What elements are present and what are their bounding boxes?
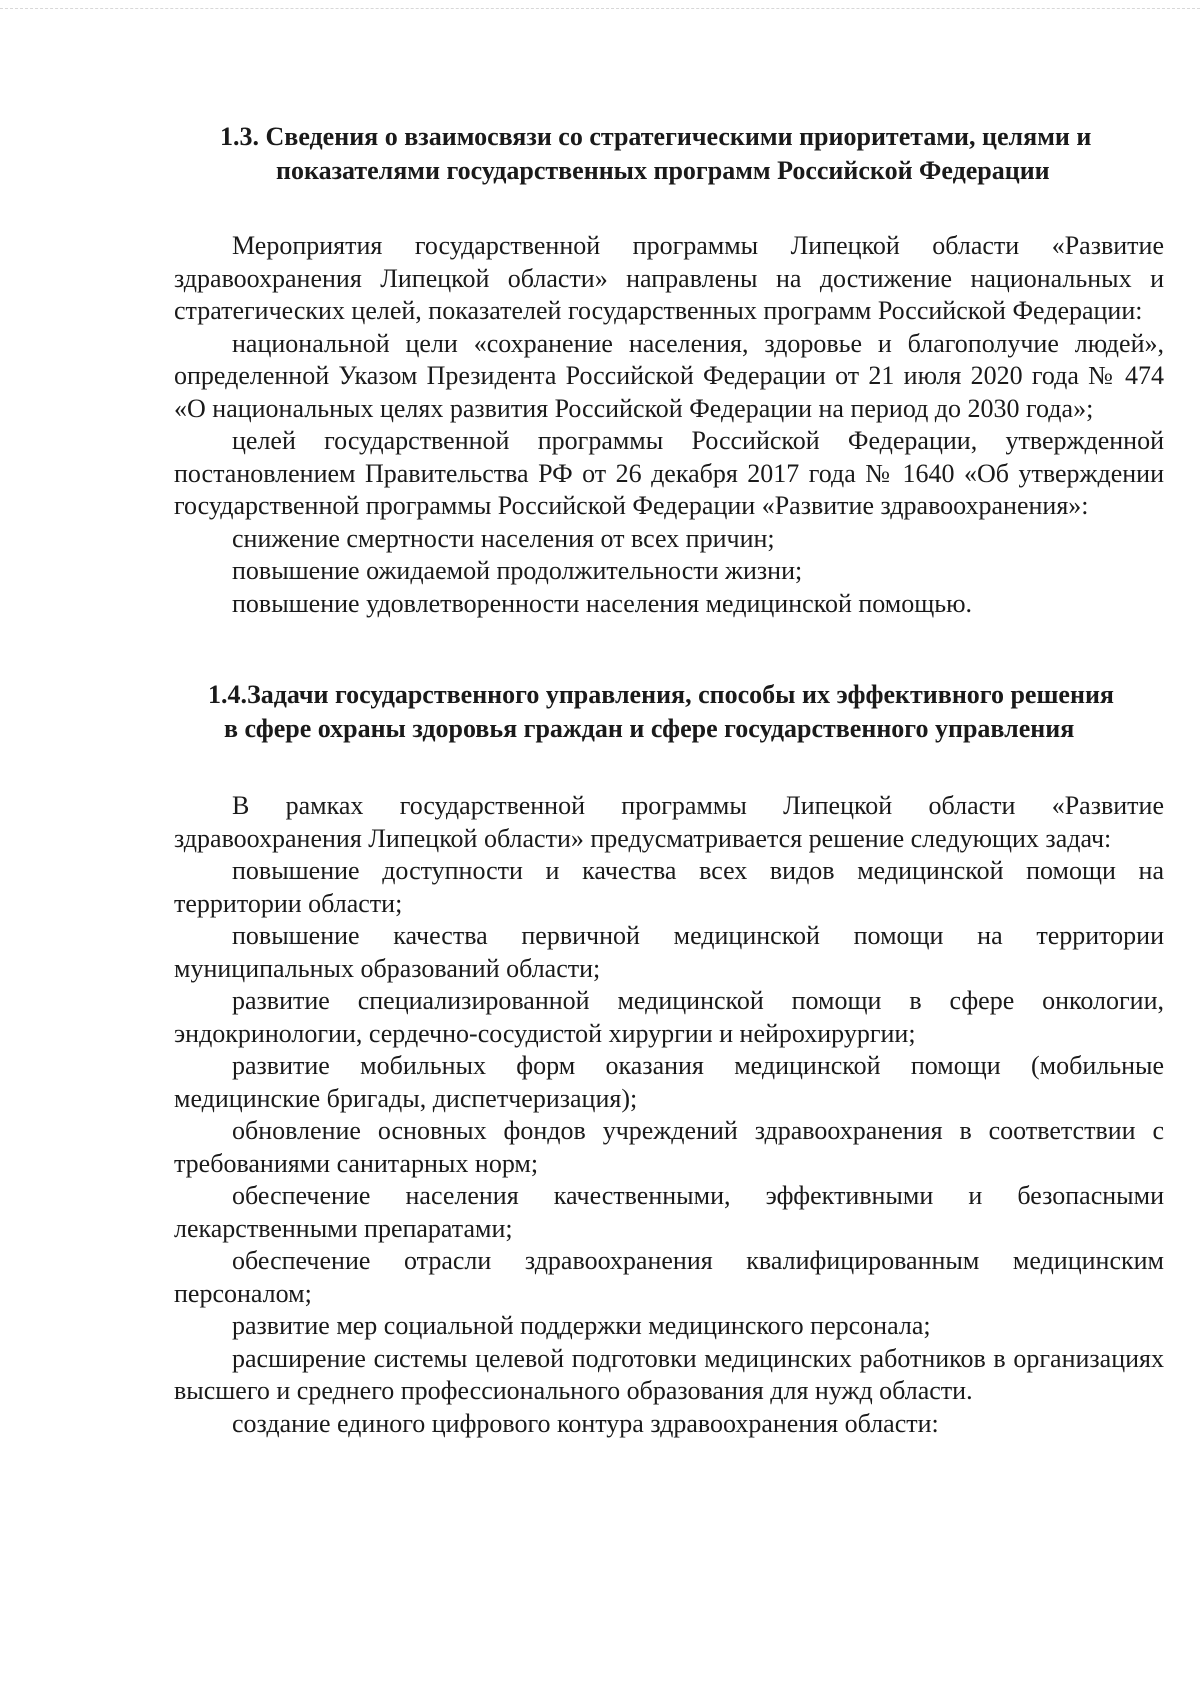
section-1-3-heading [220, 120, 1164, 188]
section-1-3-body [174, 230, 1164, 620]
list-item: обеспечение отрасли здравоохранения квалифицированным медицинским персоналом; [174, 1246, 1164, 1308]
list-item: обеспечение населения качественными, эффективными и безопасными лекарственными препаратами; [174, 1181, 1164, 1243]
list-item: повышение удовлетворенности населения медицинской помощью. [232, 588, 973, 618]
paragraph: В рамках государственной программы Липецкой области «Развитие здравоохранения Липецкой области» предусматривается решение следующих задач: [174, 791, 1164, 853]
paragraph: Мероприятия государственной программы Липецкой области «Развитие здравоохранения Липецкой области» направлены на достижение национальных и стратегических целей, показателей государственных программ Российской Федерации: [174, 231, 1164, 325]
section-1-4-heading-line-1: 1.4.Задачи государственного управления, способы их эффективного решения [208, 680, 1114, 709]
list-item: обновление основных фондов учреждений здравоохранения в соответствии с требованиями санитарных норм; [174, 1116, 1164, 1178]
section-1-4-heading [208, 678, 1164, 746]
scan-top-edge [0, 8, 1200, 9]
section-1-3-heading-line-2: показателями государственных программ Российской Федерации [276, 156, 1050, 185]
list-item: расширение системы целевой подготовки медицинских работников в организациях высшего и среднего профессионального образования для нужд области. [174, 1343, 1164, 1405]
list-item: повышение доступности и качества всех видов медицинской помощи на территории области; [174, 856, 1164, 918]
paragraph: национальной цели «сохранение населения, здоровье и благополучие людей», определенной Указом Президента Российской Федерации от 21 июля 2020 года № 474 «О национальных целях развития Российской Федерации на период до 2030 года»; [174, 328, 1164, 423]
list-item: развитие мер социальной поддержки медицинского персонала; [232, 1311, 931, 1340]
section-1-4-heading-line-2: в сфере охраны здоровья граждан и сфере государственного управления [224, 714, 1075, 743]
list-item: развитие мобильных форм оказания медицинской помощи (мобильные медицинские бригады, диспетчеризация); [174, 1051, 1164, 1113]
section-1-3-heading-line-1: 1.3. Сведения о взаимосвязи со стратегическими приоритетами, целями и [220, 122, 1092, 151]
document-page [174, 120, 1164, 1440]
section-1-4-body [174, 790, 1164, 1440]
list-item: снижение смертности населения от всех причин; [232, 523, 775, 553]
list-item: повышение качества первичной медицинской помощи на территории муниципальных образований области; [174, 921, 1164, 983]
paragraph: целей государственной программы Российской Федерации, утвержденной постановлением Правительства РФ от 26 декабря 2017 года № 1640 «Об утверждении государственной программы Российской Федерации «Развитие здравоохранения»: [174, 426, 1164, 520]
list-item: повышение ожидаемой продолжительности жизни; [232, 556, 803, 585]
list-item: создание единого цифрового контура здравоохранения области: [232, 1408, 939, 1438]
list-item: развитие специализированной медицинской помощи в сфере онкологии, эндокринологии, сердечно-сосудистой хирургии и нейрохирургии; [174, 986, 1164, 1048]
